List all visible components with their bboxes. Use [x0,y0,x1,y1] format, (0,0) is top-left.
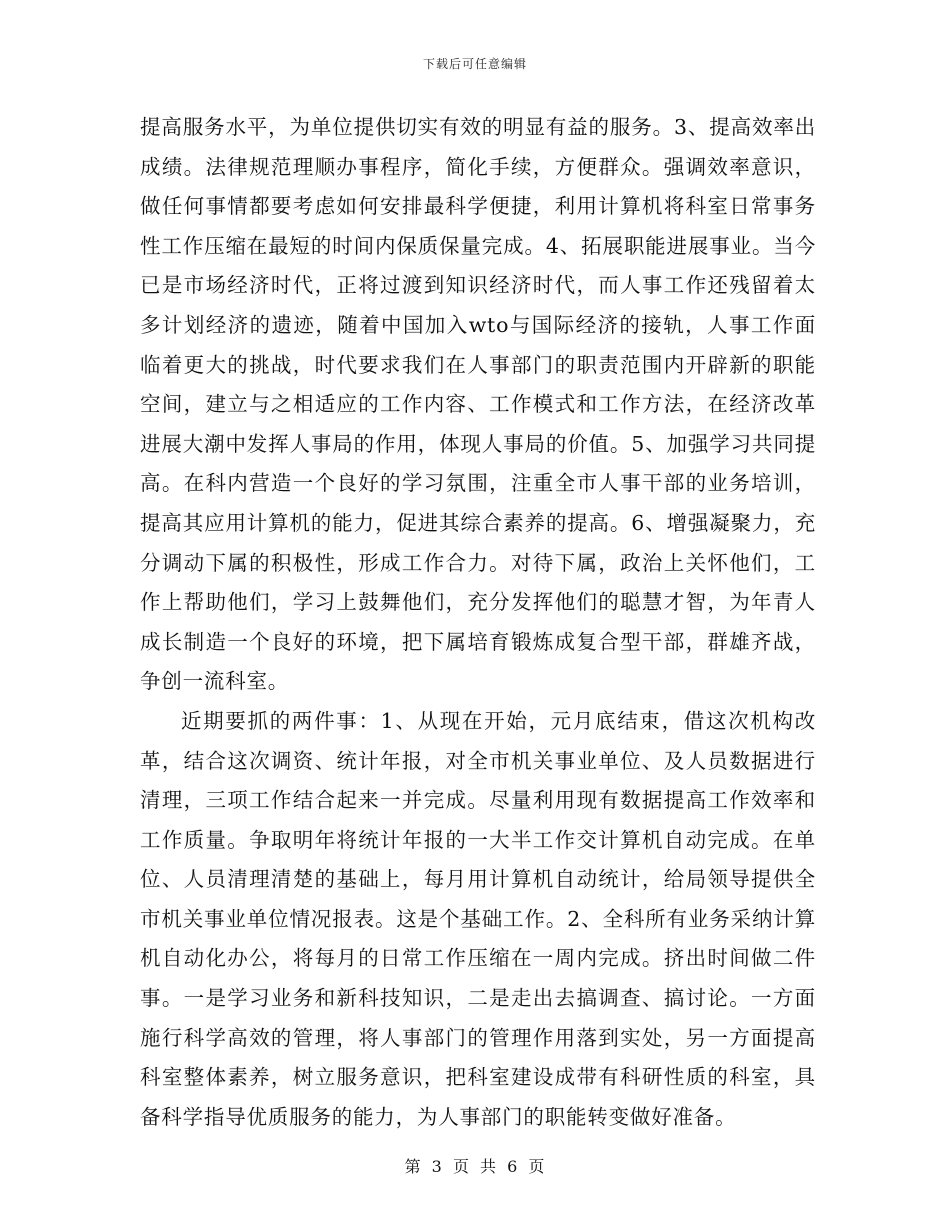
page-header: 下载后可任意编辑 [422,57,527,71]
page-footer: 第 3 页 共 6 页 [404,1157,546,1176]
paragraph-recent-tasks: 近期要抓的两件事：1、从现在开始，元月底结束，借这次机构改革，结合这次调资、统计年报，对全市机关事业单位、及人员数据进行清理，三项工作结合起来一并完成。尽量利用现有数据提高工作效率和工作质量。争取明年将统计年报的一大半工作交计算机自动完成。在单位、人员清理清楚的基础上，每月用计算机自动统计，给局领导提供全市机关事业单位情况报表。这是个基础工作。2、全科所有业务采纳计算机自动化办公，将每月的日常工作压缩在一周内完成。挤出时间做二件事。一是学习业务和新科技知识，二是走出去搞调查、搞讨论。一方面施行科学高效的管理，将人事部门的管理作用落到实处，另一方面提高科室整体素养，树立服务意识，把科室建设成带有科研性质的科室，具备科学指导优质服务的能力，为人事部门的职能转变做好准备。 [140,708,816,1129]
document-body [140,108,816,1137]
paragraph-continuation: 提高服务水平，为单位提供切实有效的明显有益的服务。3、提高效率出成绩。法律规范理顺办事程序，简化手续，方便群众。强调效率意识，做任何事情都要考虑如何安排最科学便捷，利用计算机将科室日常事务性工作压缩在最短的时间内保质保量完成。4、拓展职能进展事业。当今已是市场经济时代，正将过渡到知识经济时代，而人事工作还残留着太多计划经济的遗迹，随着中国加入wto与国际经济的接轨，人事工作面临着更大的挑战，时代要求我们在人事部门的职责范围内开辟新的职能空间，建立与之相适应的工作内容、工作模式和工作方法，在经济改革进展大潮中发挥人事局的作用，体现人事局的价值。5、加强学习共同提高。在科内营造一个良好的学习氛围，注重全市人事干部的业务培训，提高其应用计算机的能力，促进其综合素养的提高。6、增强凝聚力，充分调动下属的积极性，形成工作合力。对待下属，政治上关怀他们，工作上帮助他们，学习上鼓舞他们，充分发挥他们的聪慧才智，为年青人成长制造一个良好的环境，把下属培育锻炼成复合型干部，群雄齐战，争创一流科室。 [140,115,816,694]
